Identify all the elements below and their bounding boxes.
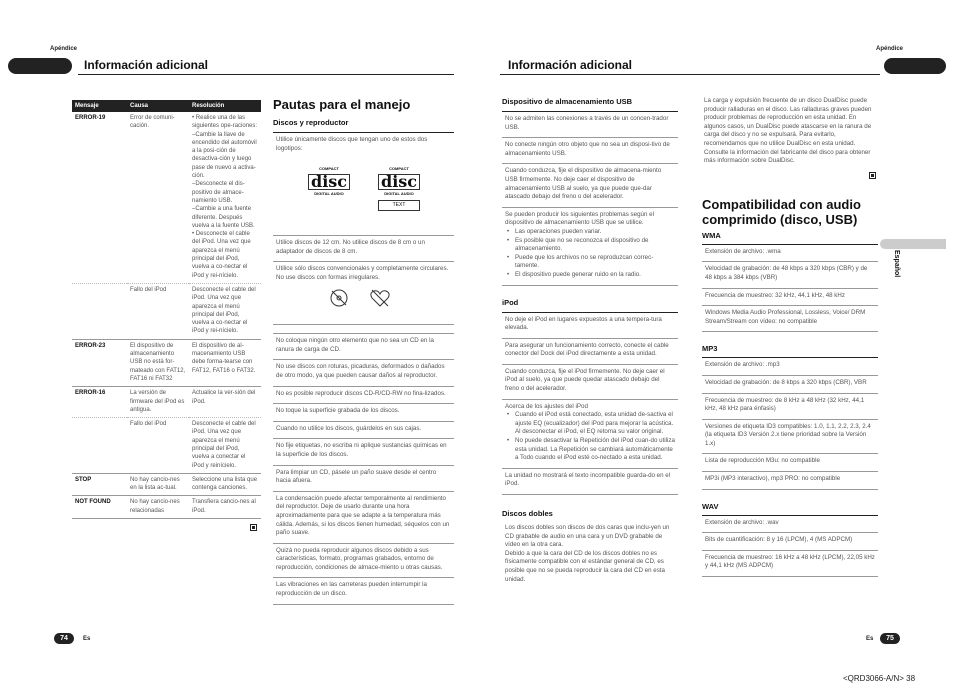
col-header-resolution: Resolución (189, 100, 261, 112)
table-cell-code (72, 283, 127, 339)
table-row (72, 496, 261, 519)
table-cell-cause: No hay cancio-nes en la lista ac-tual. (127, 473, 189, 496)
mp3-item: Lista de reproducción M3u: no compatible (702, 454, 878, 472)
table-cell-code: ERROR-19 (72, 112, 127, 283)
handling-item-text: Utilice únicamente discos que tengan uno de estos dos logotipos: (276, 136, 428, 152)
page-number-left: 74 (54, 633, 74, 644)
bullet-item: • Las operaciones pueden variar. (505, 228, 675, 237)
table-cell-code: ERROR-23 (72, 339, 127, 386)
usb-item: Cuando conduzca, fije el dispositivo de almacena-miento USB firmemente. No deje caer el dispositivo de almacenamiento USB al suelo, ya que puede que-dar atascado debajo del freno o del acelerador. (502, 164, 678, 207)
dual-title: Discos dobles (502, 509, 553, 518)
header-right-pill (884, 58, 946, 74)
handling-item: No fije etiquetas, no escriba ni aplique sustancias químicas en la superficie de los discos. (273, 439, 454, 465)
error-table-wrap (72, 100, 261, 531)
side-tab-bar (880, 239, 946, 249)
wma-item: Frecuencia de muestreo: 32 kHz, 44,1 kHz, 48 kHz (702, 289, 878, 307)
table-cell-code (72, 418, 127, 474)
bullet-item: • No puede desactivar la Repetición del iPod cuan-do utiliza esta unidad. La Repetición se cambiará automáticamente a Todo cuando el iPod esté co-nectado a esta unidad. (505, 437, 675, 463)
side-tab (888, 250, 900, 290)
col-header-message: Mensaje (72, 100, 127, 112)
handling-item: No coloque ningún otro elemento que no sea un CD en la ranura de carga de CD. (273, 333, 454, 360)
table-cell-cause: Error de comuni-cación. (127, 112, 189, 283)
side-tab-label: Español (893, 250, 900, 278)
right-column (702, 97, 878, 577)
wav-item: Bits de cuantificación: 8 y 16 (LPCM), 4 (MS ADPCM) (702, 533, 878, 551)
usb-problems: Se pueden producir los siguientes problemas según el dispositivo de almacenamiento USB que se utilice. • Las operaciones pueden variar. • Es posible que no se reconozca el dispositivo de almacenamiento. • Puede que los archivos no se reproduzcan correc-tamente. • El dispositivo puede generar ruido en la radio. (502, 208, 678, 286)
table-row (72, 283, 261, 339)
error-table (72, 100, 261, 519)
bullet-item: • Puede que los archivos no se reproduzcan correc-tamente. (505, 254, 675, 271)
disc-logos (276, 165, 451, 210)
table-cell-cause: No hay cancio-nes relacionadas (127, 496, 189, 519)
handling-item: No es posible reproducir discos CD-R/CD-RW no fina-lizados. (273, 387, 454, 405)
wav-item: Extensión de archivo: .wav (702, 515, 878, 534)
header-left-pill (8, 58, 72, 74)
mp3-title: MP3 (702, 344, 718, 354)
document-code: <QRD3066-A/N> 38 (843, 674, 916, 683)
table-row (72, 387, 261, 418)
compressed-title: Compatibilidad con audio comprimido (disco, USB) (702, 196, 861, 227)
table-cell-code: ERROR-16 (72, 387, 127, 418)
end-mark-icon (250, 524, 257, 531)
table-cell-resolution: Transfiera cancio-nes al iPod. (189, 496, 261, 519)
ipod-item: Para asegurar un funcionamiento correcto, conecte el cable conector del Dock del iPod directamente a esta unidad. (502, 339, 678, 365)
wma-title: WMA (702, 230, 721, 240)
handling-title: Pautas para el manejo (273, 97, 411, 112)
usb-title: Dispositivo de almacenamiento USB (502, 97, 633, 106)
handling-item: No use discos con roturas, picaduras, deformados o dañados de otro modo, ya que pueden causar daños al reproductor. (273, 360, 454, 386)
disc-no-icon (328, 287, 350, 309)
mp3-item: MP3i (MP3 interactivo), mp3 PRO: no compatible (702, 472, 878, 490)
table-row (72, 112, 261, 283)
handling-section (273, 97, 454, 605)
table-cell-code: NOT FOUND (72, 496, 127, 519)
header-right-rule (500, 74, 880, 75)
wav-title: WAV (702, 501, 719, 511)
usb-section (502, 97, 678, 584)
mp3-item: Versiones de etiqueta ID3 compatibles: 1.0, 1.1, 2.2, 2.3, 2.4 (la etiqueta ID3 Versión 2.x tiene prioridad sobre la Versión 1.x) (702, 420, 878, 455)
handling-item: Cuando no utilice los discos, guárdelos en sus cajas. (273, 422, 454, 440)
table-cell-cause: Fallo del iPod (127, 283, 189, 339)
handling-item-shapes: Utilice sólo discos convencionales y completamente circulares. No use discos con formas irregulares. (273, 262, 454, 325)
ipod-item: No deje el iPod en lugares expuestos a una tempera-tura elevada. (502, 312, 678, 339)
wma-item: Velocidad de grabación: de 48 kbps a 320 kbps (CBR) y de 48 kbps a 384 kbps (VBR) (702, 262, 878, 288)
header-left-label: Apéndice (50, 46, 78, 52)
table-cell-cause: El dispositivo de almacenamiento USB no está for-mateado con FAT12, FAT16 ni FAT32 (127, 339, 189, 386)
table-row (72, 473, 261, 496)
table-cell-resolution: • Realice una de las siguientes ope-raciones: –Cambie la llave de encendido del automóvil a la posi-ción de desactiva-ción y luego pase de nuevo a activa-ción. –Desconecte el dis-positivo de almace-namiento USB. –Cambie a una fuente diferente. Después vuelva a la fuente USB. • Desconecte el cable del iPod. Una vez que aparezca el menú principal del iPod, vuelva a co-nectar el iPod y rei-nícielo. (189, 112, 261, 283)
handling-item: Quizá no pueda reproducir algunos discos debido a sus características, formato, programas grabados, entorno de reproducción, condiciones de almace-miento u otras causas. (273, 544, 454, 579)
mp3-item: Frecuencia de muestreo: de 8 kHz a 48 kHz (32 kHz, 44,1 kHz, 48 kHz para énfasis) (702, 394, 878, 420)
ipod-item: Cuando conduzca, fije el iPod firmemente. No deje caer el iPod al suelo, ya que puede quedar atascado debajo del freno o del acelerador. (502, 365, 678, 400)
dual-text: Los discos dobles son discos de dos caras que inclu-yen un CD grabable de audio en una cara y un DVD grabable de vídeo en la otra cara. Debido a que la cara del CD de los discos dobles no es físicamente compatible con el estándar general de CD, es posible que no se pueda reproducir la cara del CD en esta unidad. (505, 524, 670, 583)
wma-item: Extensión de archivo: .wma (702, 244, 878, 263)
handling-item: Para limpiar un CD, pásele un paño suave desde el centro hacia afuera. (273, 466, 454, 492)
ipod-title: iPod (502, 297, 519, 307)
handling-item-logos (273, 132, 454, 236)
table-row (72, 339, 261, 386)
handling-subtitle: Discos y reproductor (273, 118, 349, 127)
page-number-right: 75 (880, 633, 900, 644)
table-cell-resolution: Actualice la ver-sión del iPod. (189, 387, 261, 418)
bullet-item: • Es posible que no se reconozca el dispositivo de almacenamiento. (505, 237, 675, 254)
ipod-settings: Acerca de los ajustes del iPod • Cuando el iPod está conectado, esta unidad de-sactiva el ajuste EQ (ecualizador) del iPod para mejorar la acústica. Al desconectar el iPod, el EQ retoma su valor original. • No puede desactivar la Repetición del iPod cuan-do utiliza esta unidad. La Repetición se cambiará automáticamente a Todo cuando el iPod esté co-nectado a esta unidad. (502, 400, 678, 469)
table-row (72, 418, 261, 474)
handling-item: No toque la superficie grabada de los discos. (273, 404, 454, 422)
wav-item: Frecuencia de muestreo: 16 kHz a 48 kHz (LPCM), 22,05 kHz y 44,1 kHz (MS ADPCM) (702, 551, 878, 577)
table-cell-resolution: Seleccione una lista que contenga canciones. (189, 473, 261, 496)
header-right-label: Apéndice (876, 46, 904, 52)
bullet-item: • Cuando el iPod está conectado, esta unidad de-sactiva el ajuste EQ (ecualizador) del iPod para mejorar la acústica. Al desconectar el iPod, el EQ retoma su valor original. (505, 411, 675, 437)
ipod-text-note: La unidad no mostrará el texto incompatible guarda-do en el iPod. (502, 469, 678, 495)
dual-text-continued: La carga y expulsión frecuente de un disco DualDisc puede producir ralladuras en el disco. Las ralladuras graves pueden producir problemas de reproducción en esta unidad. En algunos casos, un DualDisc puede atascarse en la ranura de carga del disco y no se expulsará. Para evitarlo, recomendamos que no utilice DualDisc en esta unidad. Consulte la información del fabricante del disco para obtener más información sobre DualDisc. (704, 97, 872, 165)
table-cell-code: STOP (72, 473, 127, 496)
header-right-title: Información adicional (508, 58, 633, 72)
irregular-discs-icon (276, 287, 451, 309)
col-header-cause: Causa (127, 100, 189, 112)
handling-item: La condensación puede afectar temporalmente al rendimiento del reproductor. Deje de usarlo durante una hora aproximadamente para que se adapte a la temperatura más cálida. Además, si los discos tienen humedad, séquelos con un paño suave. (273, 492, 454, 544)
table-cell-cause: La versión de firmware del iPod es antigua. (127, 387, 189, 418)
table-cell-resolution: Desconecte el cable del iPod. Una vez que aparezca el menú principal del iPod, vuelva a conectar el iPod y reinícielo. (189, 418, 261, 474)
compact-disc-text-logo-icon: COMPACT disc DIGITAL AUDIO TEXT (378, 165, 420, 210)
handling-item: Las vibraciones en las carreteras pueden interrumpir la reproducción de un disco. (273, 578, 454, 604)
wma-item: Windows Media Audio Professional, Lossless, Voice/ DRM Stream/Stream con vídeo: no compatible (702, 306, 878, 332)
footer-left-lang: Es (83, 636, 91, 642)
compact-disc-logo-icon: COMPACT disc DIGITAL AUDIO (308, 165, 350, 210)
footer-right-lang: Es (866, 636, 874, 642)
header-left-rule (78, 74, 454, 75)
end-mark-icon-right (869, 172, 876, 179)
handling-item: Utilice discos de 12 cm. No utilice discos de 8 cm o un adaptador de discos de 8 cm. (273, 236, 454, 262)
mp3-item: Velocidad de grabación: de 8 kbps a 320 kbps (CBR), VBR (702, 376, 878, 394)
mp3-item: Extensión de archivo: .mp3 (702, 357, 878, 376)
header-left-title: Información adicional (84, 58, 209, 72)
bullet-item: • El dispositivo puede generar ruido en la radio. (505, 271, 675, 280)
table-cell-cause: Fallo del iPod (127, 418, 189, 474)
table-cell-resolution: Desconecte el cable del iPod. Una vez que aparezca el menú principal del iPod, vuelva a co-nectar el iPod y rei-nícielo. (189, 283, 261, 339)
usb-item: No se admiten las conexiones a través de un concen-trador USB. (502, 111, 678, 138)
heart-disc-no-icon (368, 287, 392, 309)
table-cell-resolution: El dispositivo de al-macenamiento USB debe forma-tearse con FAT12, FAT16 o FAT32. (189, 339, 261, 386)
usb-item: No conecte ningún otro objeto que no sea un disposi-tivo de almacenamiento USB. (502, 138, 678, 164)
